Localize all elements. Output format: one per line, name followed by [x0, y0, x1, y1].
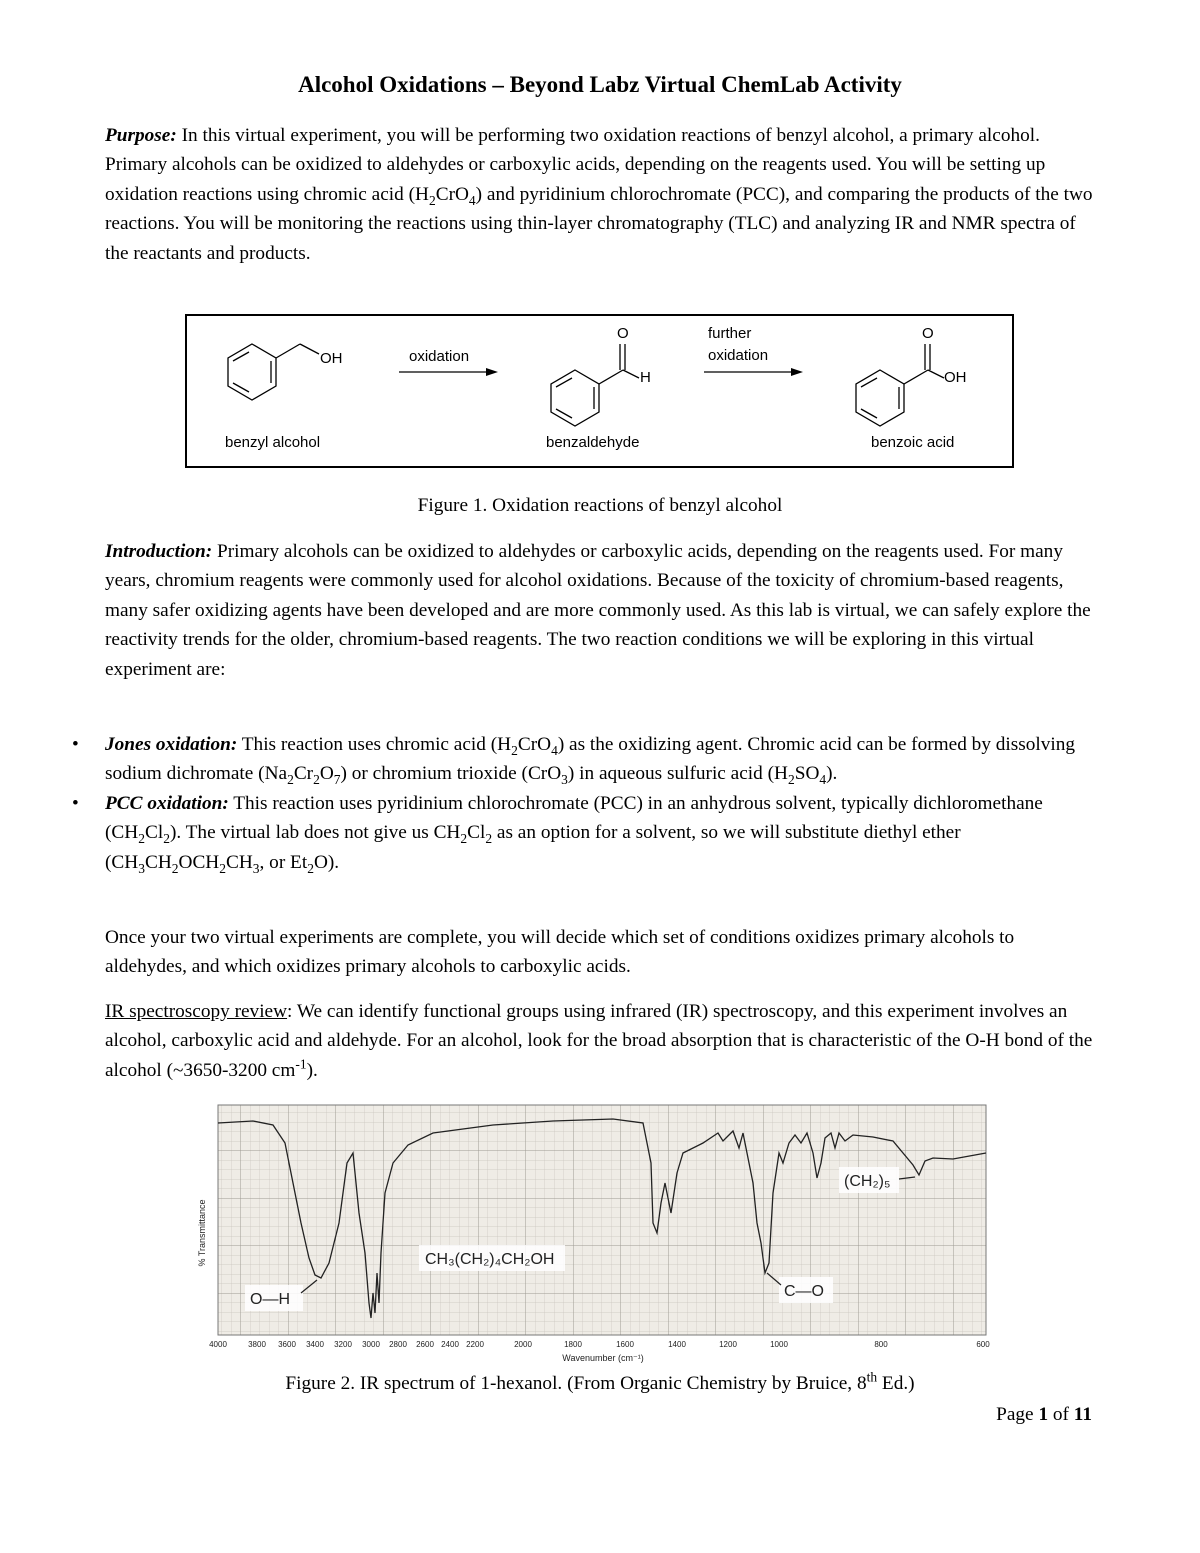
purpose-paragraph: Purpose: In this virtual experiment, you will be performing two oxidation reactions of benzyl alcohol, a primary alcohol. Primary alcohols can be oxidized to aldehydes or carboxylic acids, depending on the reagents used. You will be setting up oxidation reactions using chromic acid $(H_2CrO_4)$ and pyridinium chlorochromate (PCC), and comparing the products of the two reactions. You will be monitoring the reactions using thin-layer chromatography (TLC) and analyzing IR and NMR spectra of the reactants and products. — [105, 125, 1093, 264]
benzyl-alcohol-structure — [228, 344, 319, 400]
summary-paragraph: Once your two virtual experiments are complete, you will decide which set of conditions oxidizes primary alcohols to aldehydes, and which oxidizes primary alcohols to carboxylic acids. — [105, 927, 1015, 978]
y-axis-label: % Transmittance — [197, 1199, 207, 1267]
pcc-label: PCC oxidation: — [105, 792, 229, 814]
x-axis-label: Wavenumber (cm⁻¹) — [562, 1353, 644, 1363]
x-tick-label: 600 — [976, 1340, 990, 1349]
bullet-icon: • — [72, 792, 79, 814]
purpose-text-1: In this virtual experiment, you will be performing two oxidation reactions of benzyl alcohol, a primary alcohol. Primary alcohols can be oxidized to aldehydes or carboxylic acids, depending on the reagents used. You will be setting up oxidation reactions using chromic acid (H — [105, 125, 1046, 205]
h-label-2: H — [640, 369, 651, 386]
oh-label-3: OH — [944, 369, 967, 386]
x-tick-labels — [209, 1340, 990, 1349]
x-tick-label: 1800 — [564, 1340, 582, 1349]
introduction-label: Introduction: — [105, 541, 213, 562]
benzyl-alcohol-name: benzyl alcohol — [225, 434, 321, 451]
arrow-2-label-line2: oxidation — [708, 347, 769, 364]
o-label-2: O — [617, 325, 629, 342]
oh-annotation: O—H — [250, 1291, 290, 1308]
x-tick-label: 1400 — [668, 1340, 686, 1349]
list-item-jones: • Jones oxidation: This reaction uses chromic acid $(H_2CrO_4)$ as the oxidizing agent. Chromic acid can be formed by dissolving sodium dichromate $(Na_2Cr_2O_7)$ or chromium trioxide (CrO$_3$) in aqueous sulfuric acid $(H_2SO_4)$. — [72, 730, 1102, 789]
x-tick-label: 3600 — [278, 1340, 296, 1349]
benzaldehyde-name: benzaldehyde — [546, 434, 640, 451]
ch2-annotation: (CH₂)₅ — [844, 1173, 891, 1190]
reaction-scheme-svg — [187, 316, 1012, 466]
arrow-1-label: oxidation — [409, 348, 470, 365]
x-tick-label: 3200 — [334, 1340, 352, 1349]
x-tick-label: 3000 — [362, 1340, 380, 1349]
introduction-text: Primary alcohols can be oxidized to aldehydes or carboxylic acids, depending on the reagents used. For many years, chromium reagents were commonly used for alcohol oxidations. Because of the toxicity of chromium-based reagents, many safer oxidizing agents have been developed and are more commonly used. As this lab is virtual, we can safely explore the reactivity trends for the older, chromium-based reagents. The two reaction conditions we will be exploring in this virtual experiment are: — [105, 541, 1091, 680]
x-tick-label: 1600 — [616, 1340, 634, 1349]
ir-spectrum-figure — [193, 1103, 993, 1365]
figure-1-caption: Figure 1. Oxidation reactions of benzyl alcohol — [417, 495, 783, 516]
reaction-scheme-figure — [185, 314, 1014, 468]
figure-2-caption: Figure 2. IR spectrum of 1-hexanol. (From Organic Chemistry by Bruice, 8th Ed.) — [285, 1369, 915, 1394]
x-tick-label: 2000 — [514, 1340, 532, 1349]
x-tick-label: 1000 — [770, 1340, 788, 1349]
benzaldehyde-structure — [551, 344, 639, 426]
ir-review-paragraph: IR spectroscopy review: We can identify functional groups using infrared (IR) spectroscopy, and this experiment involves an alcohol, carboxylic acid and aldehyde. For an alcohol, look for the broad absorption that is characteristic of the O-H bond of the alcohol (~3650-3200 $cm^{-1}$). — [105, 1001, 1093, 1081]
x-tick-label: 800 — [874, 1340, 888, 1349]
compound-label: CH₃(CH₂)₄CH₂OH — [425, 1251, 555, 1268]
jones-label: Jones oxidation: — [105, 734, 238, 755]
x-tick-label: 2800 — [389, 1340, 407, 1349]
arrow-2-label-line1: further — [708, 325, 752, 342]
list-item-pcc: • PCC oxidation: This reaction uses pyridinium chlorochromate (PCC) in an anhydrous solvent, typically dichloromethane $(CH_2Cl_2)$. The virtual lab does not give us $CH_2Cl_2$ as an option for a solvent, so we will substitute diethyl ether ($CH_3CH_2OCH_2CH_3$, or $Et_2O$). — [72, 789, 1102, 877]
co-annotation: C—O — [784, 1283, 824, 1300]
x-tick-label: 2600 — [416, 1340, 434, 1349]
purpose-label: Purpose: — [105, 125, 177, 146]
arrow-2-head — [791, 368, 803, 376]
o-label-3: O — [922, 325, 934, 342]
introduction-paragraph — [105, 537, 1095, 684]
page-number: Page 1 of 11 — [996, 1404, 1092, 1425]
benzoic-acid-structure — [856, 344, 944, 426]
x-tick-label: 2400 — [441, 1340, 459, 1349]
reaction-conditions-list — [72, 730, 1102, 877]
x-tick-label: 3400 — [306, 1340, 324, 1349]
page-title: Alcohol Oxidations – Beyond Labz Virtual ChemLab Activity — [298, 72, 902, 97]
purpose-text-3: ) and pyridinium chlorochromate (PCC), and comparing the products of the two reactions. You will be monitoring the reactions using thin-layer chromatography (TLC) and analyzing IR and NMR spectra of the reactants and products. — [105, 183, 1093, 264]
x-tick-label: 1200 — [719, 1340, 737, 1349]
oh-label-1: OH — [320, 350, 343, 367]
x-tick-label: 4000 — [209, 1340, 227, 1349]
ir-review-label: IR spectroscopy review — [105, 1001, 288, 1022]
arrow-1-head — [486, 368, 498, 376]
benzoic-acid-name: benzoic acid — [871, 434, 955, 451]
bullet-icon: • — [72, 734, 79, 755]
x-tick-label: 2200 — [466, 1340, 484, 1349]
x-tick-label: 3800 — [248, 1340, 266, 1349]
